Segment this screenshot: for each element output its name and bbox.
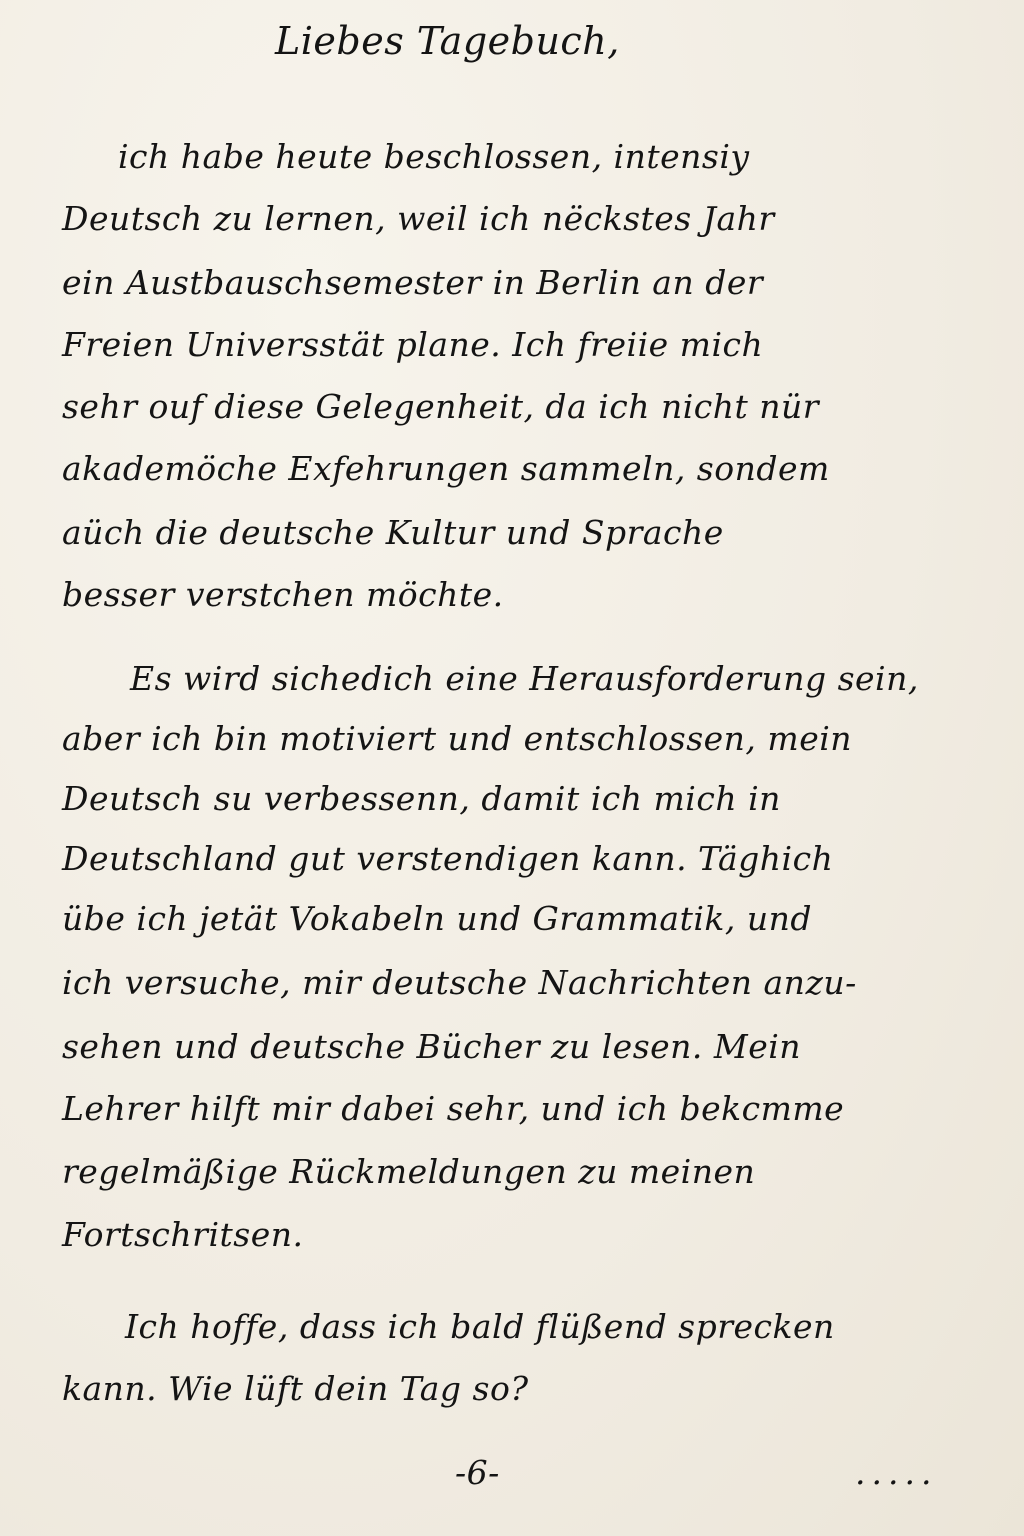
text-line: Fortschritsen. xyxy=(62,1215,304,1254)
text-line: besser verstchen möchte. xyxy=(62,575,504,614)
text-line: Deutsch su verbessenn, damit ich mich in xyxy=(62,779,781,818)
text-line: ich habe heute beschlossen, intensiy xyxy=(118,137,750,176)
text-line: ich versuche, mir deutsche Nachrichten anzu- xyxy=(62,963,857,1002)
text-line: akademöche Exfehrungen sammeln, sondem xyxy=(62,449,830,488)
text-line: Deutsch zu lernen, weil ich nëckstes Jahr xyxy=(62,199,775,238)
text-line: Lehrer hilft mir dabei sehr, und ich bekcmme xyxy=(62,1089,845,1128)
trailing-dots: ..... xyxy=(855,1453,938,1492)
text-line: regelmäßige Rückmeldungen zu meinen xyxy=(62,1152,756,1191)
text-line: aber ich bin motiviert und entschlossen, mein xyxy=(62,719,853,758)
text-line: Ich hoffe, dass ich bald flüßend sprecken xyxy=(125,1307,835,1346)
text-line: Es wird sichedich eine Herausforderung sein, xyxy=(130,659,919,698)
text-line: sehen und deutsche Bücher zu lesen. Mein xyxy=(62,1027,802,1066)
text-line: Freien Universstät plane. Ich freiie mich xyxy=(62,325,764,364)
text-line: Deutschland gut verstendigen kann. Täghich xyxy=(62,839,834,878)
text-line: aüch die deutsche Kultur und Sprache xyxy=(62,513,724,552)
diary-title: Liebes Tagebuch, xyxy=(275,19,620,63)
text-line: kann. Wie lüft dein Tag so? xyxy=(62,1369,529,1408)
text-line: sehr ouf diese Gelegenheit, da ich nicht nür xyxy=(62,387,820,426)
text-line: ein Austbauschsemester in Berlin an der xyxy=(62,263,764,302)
text-line: übe ich jetät Vokabeln und Grammatik, und xyxy=(62,899,813,938)
page-number: -6- xyxy=(455,1453,500,1492)
